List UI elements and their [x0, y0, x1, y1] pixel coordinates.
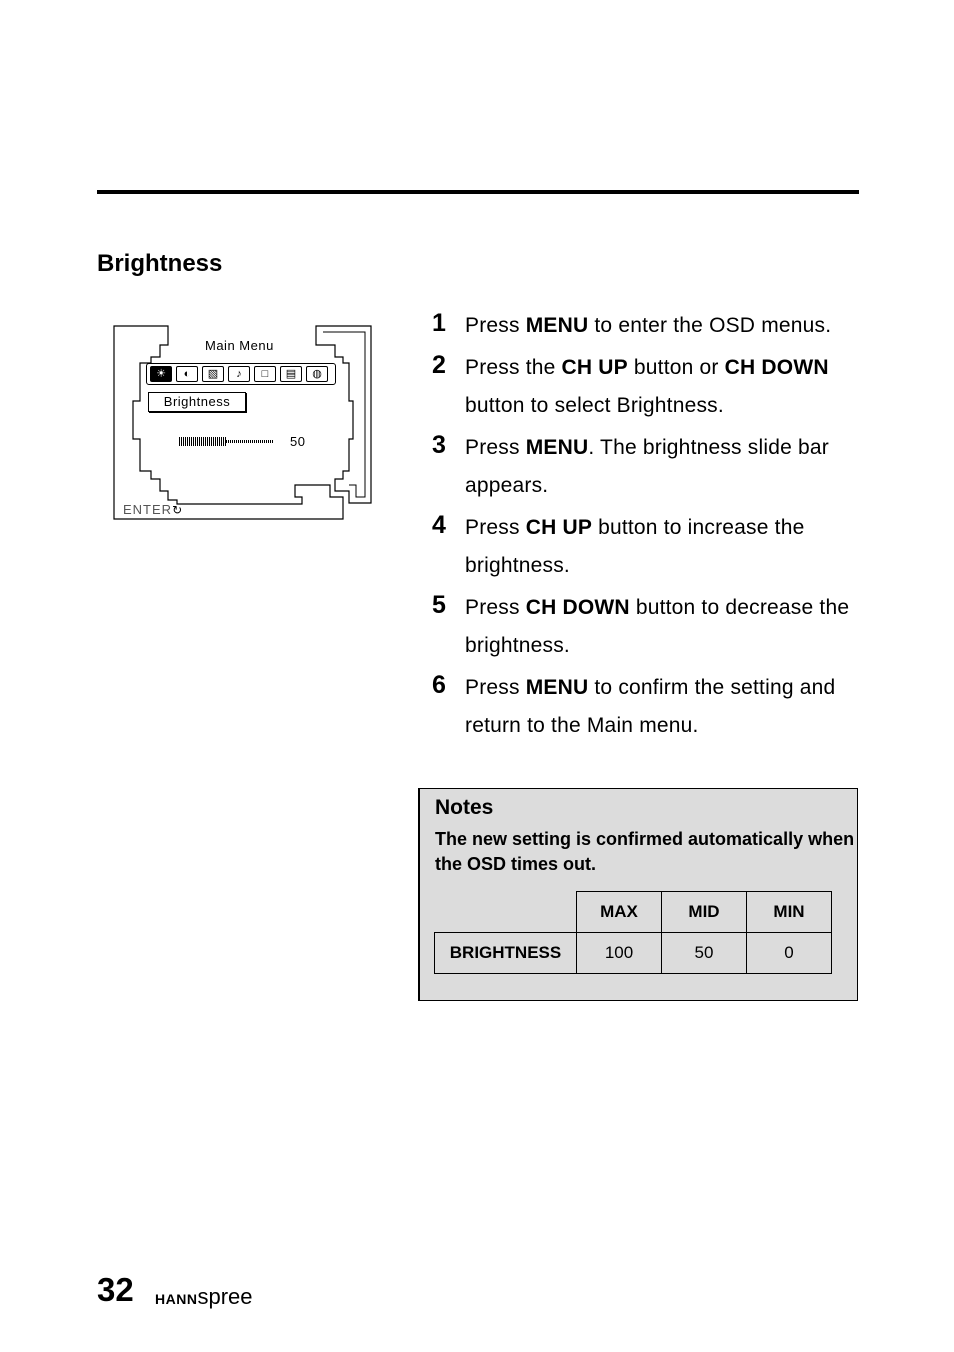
- osd-slider-track: [226, 440, 273, 443]
- osd-enter-hint: [123, 502, 183, 517]
- notes-box: [419, 788, 858, 1001]
- step-2: [432, 349, 862, 425]
- step-list: [432, 307, 862, 749]
- step-text: Press the: [465, 356, 562, 379]
- osd-slider-fill: [179, 437, 226, 446]
- table-cell-max: 100: [577, 933, 662, 974]
- osd-illustration: [113, 323, 373, 521]
- step-keyword: MENU: [525, 676, 589, 699]
- step-text: to confirm the setting and return to the Main menu.: [465, 676, 836, 737]
- brand-light: spree: [197, 1284, 253, 1309]
- step-6: [432, 669, 862, 745]
- table-header-mid: MID: [662, 892, 747, 933]
- picture-icon: ▧: [202, 366, 224, 382]
- step-5: [432, 589, 862, 665]
- step-text: Press: [465, 596, 526, 619]
- step-text: to enter the OSD menus.: [588, 314, 832, 337]
- step-text: button or: [627, 356, 725, 379]
- step-3: [432, 429, 862, 505]
- step-keyword: MENU: [525, 436, 589, 459]
- step-number: 2: [432, 351, 447, 379]
- brand-bold: HANN: [155, 1291, 198, 1307]
- table-corner: [435, 892, 577, 933]
- notes-text: The new setting is confirmed automatically when the OSD times out.: [435, 829, 855, 874]
- table-header-min: MIN: [747, 892, 832, 933]
- step-number: 6: [432, 671, 447, 699]
- osd-enter-label: ENTER: [123, 502, 173, 517]
- osd-title: Main Menu: [205, 338, 274, 353]
- step-keyword: CH UP: [525, 516, 593, 539]
- osd-slider-value: 50: [290, 434, 306, 449]
- table-header-row: [435, 892, 832, 933]
- tv-icon: □: [254, 366, 276, 382]
- header-rule: [97, 190, 859, 194]
- globe-icon: ◍: [306, 366, 328, 382]
- osd-selected-label: Brightness: [148, 392, 246, 412]
- table-header-max: MAX: [577, 892, 662, 933]
- section-title: Brightness: [97, 250, 223, 277]
- brand-logo: [155, 1284, 253, 1310]
- notes-title: Notes: [435, 796, 494, 819]
- page-number: 32: [97, 1271, 134, 1308]
- step-keyword: MENU: [525, 314, 589, 337]
- step-keyword: CH DOWN: [525, 596, 630, 619]
- step-number: 1: [432, 309, 447, 337]
- step-text: Press: [465, 436, 526, 459]
- table-cell-mid: 50: [662, 933, 747, 974]
- osd-brightness-slider: [179, 437, 273, 446]
- step-keyword: CH DOWN: [724, 356, 829, 379]
- step-keyword: CH UP: [561, 356, 628, 379]
- step-text: button to decrease the brightness.: [465, 596, 850, 657]
- step-text: button to select Brightness.: [465, 394, 724, 417]
- step-number: 4: [432, 511, 447, 539]
- setup-icon: ▤: [280, 366, 302, 382]
- brightness-values-table: [434, 891, 832, 974]
- step-text: button to increase the brightness.: [465, 516, 805, 577]
- table-row-label: BRIGHTNESS: [435, 933, 577, 974]
- sun-icon: ☀: [150, 366, 172, 382]
- step-text: Press: [465, 314, 526, 337]
- table-row: [435, 933, 832, 974]
- enter-arrow-icon: ↻: [172, 503, 184, 517]
- step-text: Press: [465, 516, 526, 539]
- osd-icon-row: [146, 363, 336, 385]
- step-number: 3: [432, 431, 447, 459]
- table-cell-min: 0: [747, 933, 832, 974]
- step-text: . The brightness slide bar appears.: [465, 436, 829, 497]
- step-1: [432, 307, 862, 345]
- step-text: Press: [465, 676, 526, 699]
- speaker-icon: ♪: [228, 366, 250, 382]
- contrast-icon: ◐: [176, 366, 198, 382]
- step-number: 5: [432, 591, 447, 619]
- step-4: [432, 509, 862, 585]
